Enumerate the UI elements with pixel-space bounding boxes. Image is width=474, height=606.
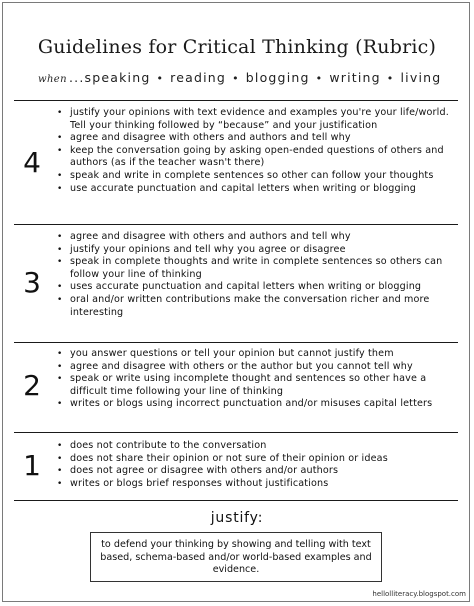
- section-divider: [14, 432, 458, 433]
- criteria-item: [56, 170, 460, 183]
- score-3: 3: [23, 266, 41, 299]
- criteria-item: [56, 478, 460, 491]
- criteria-item: [56, 465, 460, 478]
- subtitle-activity-writing: writing: [329, 70, 381, 85]
- justify-definition-box: [90, 532, 382, 582]
- section-divider: [14, 224, 458, 225]
- criteria-item: [56, 145, 460, 170]
- criteria-item: [56, 281, 460, 294]
- criteria-item: [56, 132, 460, 145]
- criteria-text: speak in complete thoughts and write in complete sentences so others can follow your line of thinking: [70, 256, 443, 280]
- criteria-text: agree and disagree with others and authors and tell why: [70, 132, 351, 144]
- criteria-text: writes or blogs using incorrect punctuation and/or misuses capital letters: [70, 398, 433, 410]
- criteria-text: speak and write in complete sentences so other can follow your thoughts: [70, 169, 434, 181]
- bullet: •: [57, 478, 63, 489]
- score-4: 4: [23, 146, 41, 179]
- criteria-text: keep the conversation going by asking open-ended questions of others and authors (as if the teacher wasn't there): [70, 144, 444, 169]
- criteria-text: you answer questions or tell your opinion but cannot justify them: [70, 348, 394, 359]
- bullet: •: [57, 244, 63, 255]
- footer-credit: hellolliteracy.blogspot.com: [372, 590, 466, 598]
- level-3-criteria: [56, 231, 460, 319]
- bullet: •: [57, 282, 63, 293]
- justify-definition-text: to defend your thinking by showing and telling with text based, schema-based and/or world-based examples and evidence.: [100, 539, 372, 576]
- bullet: •: [57, 232, 63, 242]
- bullet: •: [57, 453, 63, 464]
- subtitle-ellipsis: ...: [68, 70, 85, 85]
- criteria-text: does not contribute to the conversation: [70, 440, 267, 451]
- bullet: •: [57, 361, 63, 372]
- subtitle-separator: •: [386, 72, 395, 85]
- bullet: •: [57, 399, 63, 410]
- subtitle-separator: •: [156, 72, 165, 85]
- score-2: 2: [23, 369, 41, 402]
- section-divider: [14, 342, 458, 343]
- criteria-item: [56, 453, 460, 466]
- subtitle-separator: •: [315, 72, 324, 85]
- criteria-item: [56, 256, 460, 281]
- subtitle-activity-reading: reading: [170, 70, 227, 85]
- criteria-item: [56, 107, 460, 132]
- section-divider: [14, 500, 458, 501]
- criteria-text: uses accurate punctuation and capital letters when writing or blogging: [70, 281, 422, 293]
- justify-heading: justify:: [210, 510, 264, 526]
- bullet: •: [57, 441, 63, 451]
- bullet: •: [57, 349, 63, 359]
- bullet: •: [57, 257, 63, 268]
- level-2-criteria: [56, 348, 460, 411]
- criteria-text: writes or blogs brief responses without justifications: [70, 477, 329, 489]
- criteria-item: [56, 440, 460, 453]
- level-1-criteria: [56, 440, 460, 490]
- subtitle: [38, 70, 441, 85]
- bullet: •: [57, 170, 63, 181]
- criteria-item: [56, 244, 460, 257]
- criteria-text: justify your opinions and tell why you agree or disagree: [70, 243, 346, 255]
- criteria-item: [56, 231, 460, 244]
- criteria-text: oral and/or written contributions make the conversation richer and more interesting: [70, 293, 430, 318]
- criteria-text: agree and disagree with others or the author but you cannot tell why: [70, 360, 413, 372]
- criteria-item: [56, 373, 460, 398]
- criteria-item: [56, 183, 460, 196]
- criteria-text: does not share their opinion or not sure of their opinion or ideas: [70, 452, 388, 464]
- criteria-text: agree and disagree with others and authors and tell why: [70, 231, 351, 242]
- criteria-text: speak or write using incomplete thought and sentences so other have a difficult time following your line of thinking: [70, 373, 427, 397]
- criteria-text: does not agree or disagree with others and/or authors: [70, 465, 339, 477]
- criteria-item: [56, 294, 460, 319]
- bullet: •: [57, 466, 63, 477]
- criteria-text: justify your opinions with text evidence and examples you're your life/world. Tell your thinking followed by “because” and your justification: [70, 107, 449, 131]
- subtitle-activity-blogging: blogging: [245, 70, 310, 85]
- bullet: •: [57, 183, 63, 194]
- criteria-item: [56, 361, 460, 374]
- level-4-criteria: [56, 107, 460, 195]
- subtitle-when: when: [38, 74, 67, 85]
- bullet: •: [57, 108, 63, 118]
- section-divider: [14, 100, 458, 101]
- bullet: •: [57, 294, 63, 305]
- criteria-item: [56, 348, 460, 361]
- page-title: Guidelines for Critical Thinking (Rubric): [37, 36, 437, 58]
- criteria-item: [56, 398, 460, 411]
- subtitle-activity-speaking: speaking: [84, 70, 151, 85]
- bullet: •: [57, 133, 63, 144]
- subtitle-separator: •: [232, 72, 240, 85]
- score-1: 1: [23, 449, 41, 482]
- subtitle-activity-living: living: [400, 70, 442, 85]
- bullet: •: [57, 374, 63, 385]
- bullet: •: [57, 145, 63, 156]
- criteria-text: use accurate punctuation and capital letters when writing or blogging: [70, 182, 417, 194]
